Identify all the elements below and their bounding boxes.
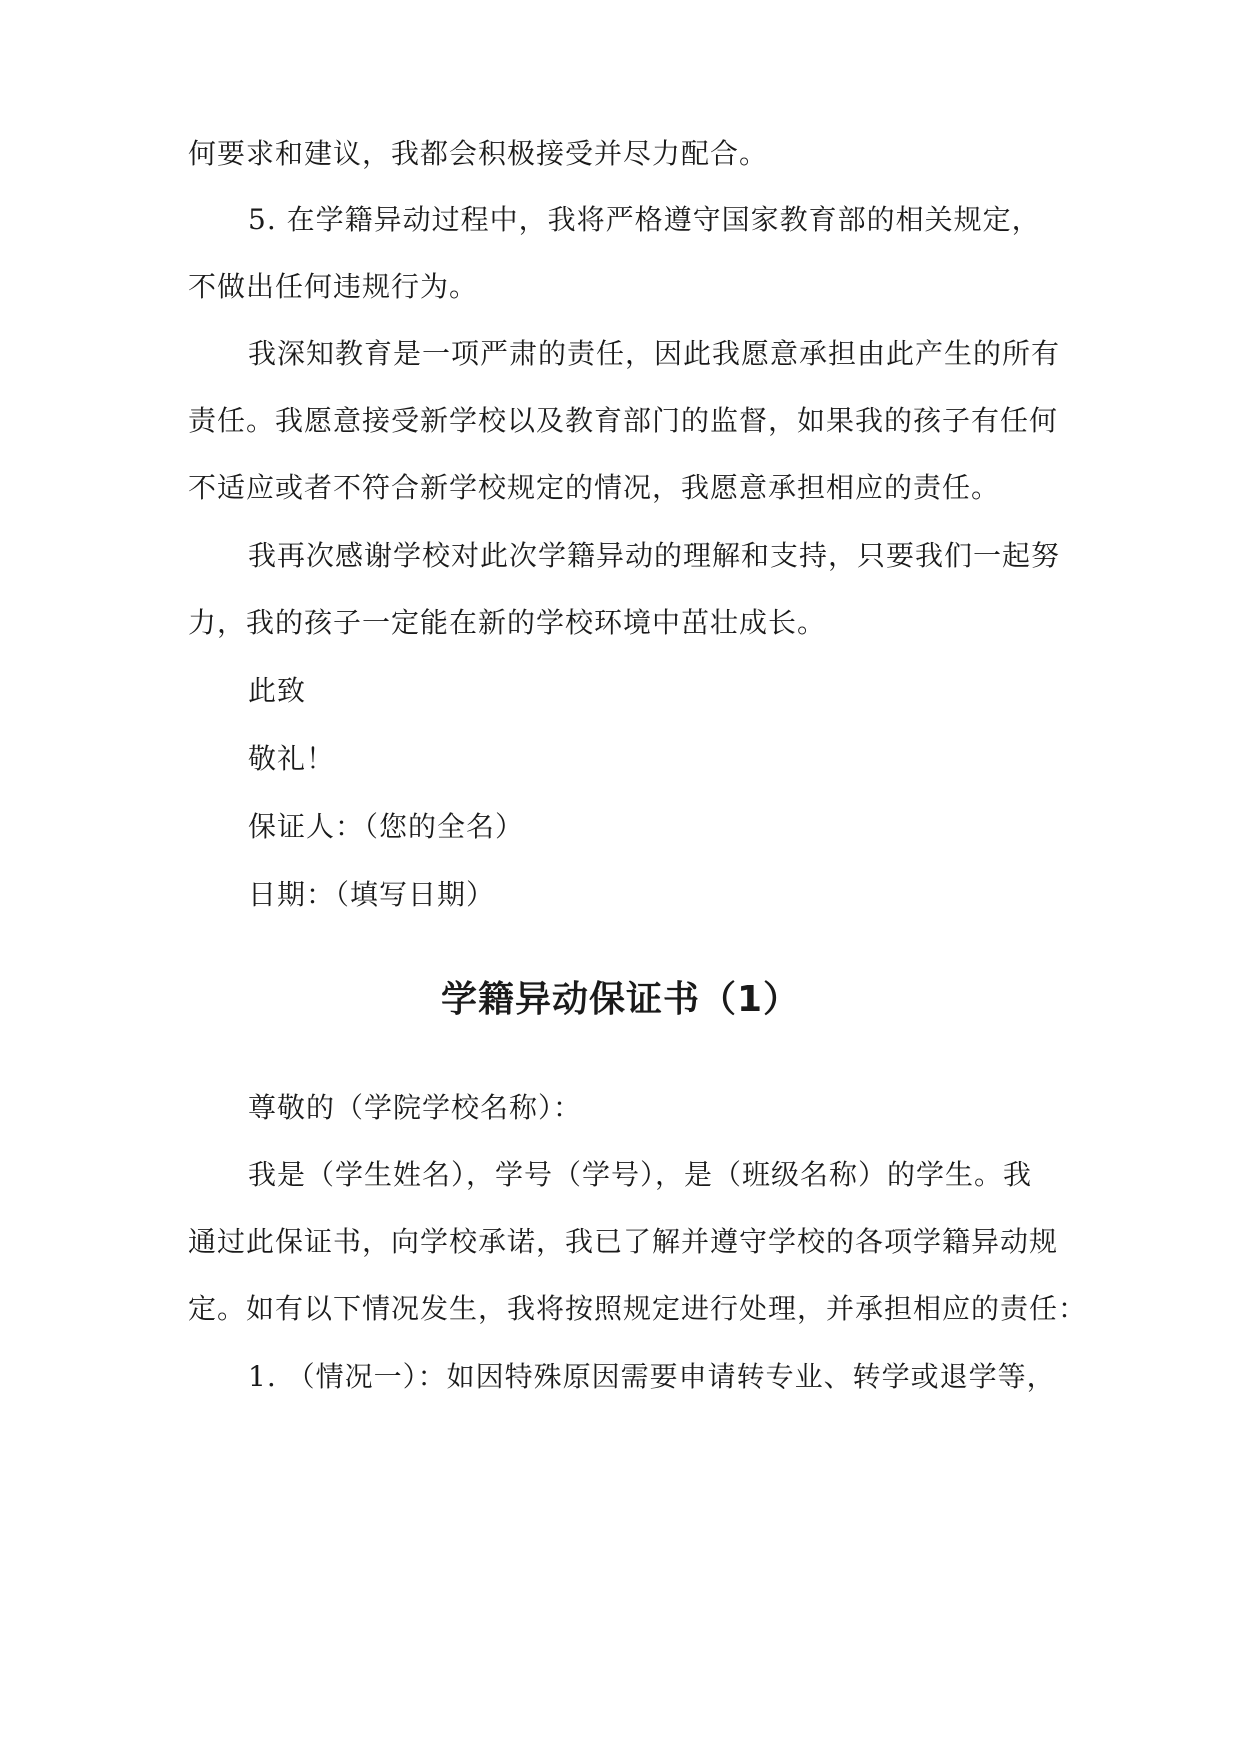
closing-jingli: 敬礼！ [248,742,336,775]
list-item-1-line1: 1. （情况一）：如因特殊原因需要申请转专业、转学或退学等， [248,1360,1056,1393]
guarantor-line: 保证人：（您的全名） [248,810,525,843]
paragraph-thanks-line2: 力，我的孩子一定能在新的学校环境中茁壮成长。 [188,606,827,639]
intro-line1: 我是（学生姓名），学号（学号），是（班级名称）的学生。我 [248,1158,1033,1191]
document-title: 学籍异动保证书（1） [440,979,801,1020]
list-item-5-line1: 5. 在学籍异动过程中，我将严格遵守国家教育部的相关规定， [248,203,1041,236]
intro-line3: 定。如有以下情况发生，我将按照规定进行处理，并承担相应的责任： [188,1292,1088,1325]
paragraph-responsibility-line3: 不适应或者不符合新学校规定的情况，我愿意承担相应的责任。 [188,471,1001,504]
text-line-continued: 何要求和建议，我都会积极接受并尽力配合。 [188,137,769,170]
salutation: 尊敬的（学院学校名称）： [248,1091,583,1124]
paragraph-responsibility-line1: 我深知教育是一项严肃的责任，因此我愿意承担由此产生的所有 [248,337,1061,370]
paragraph-thanks-line1: 我再次感谢学校对此次学籍异动的理解和支持，只要我们一起努 [248,539,1061,572]
date-line: 日期：（填写日期） [248,878,496,911]
intro-line2: 通过此保证书，向学校承诺，我已了解并遵守学校的各项学籍异动规 [188,1225,1059,1258]
paragraph-responsibility-line2: 责任。我愿意接受新学校以及教育部门的监督，如果我的孩子有任何 [188,404,1059,437]
list-item-5-line2: 不做出任何违规行为。 [188,270,479,303]
closing-cizhi: 此致 [248,674,307,707]
